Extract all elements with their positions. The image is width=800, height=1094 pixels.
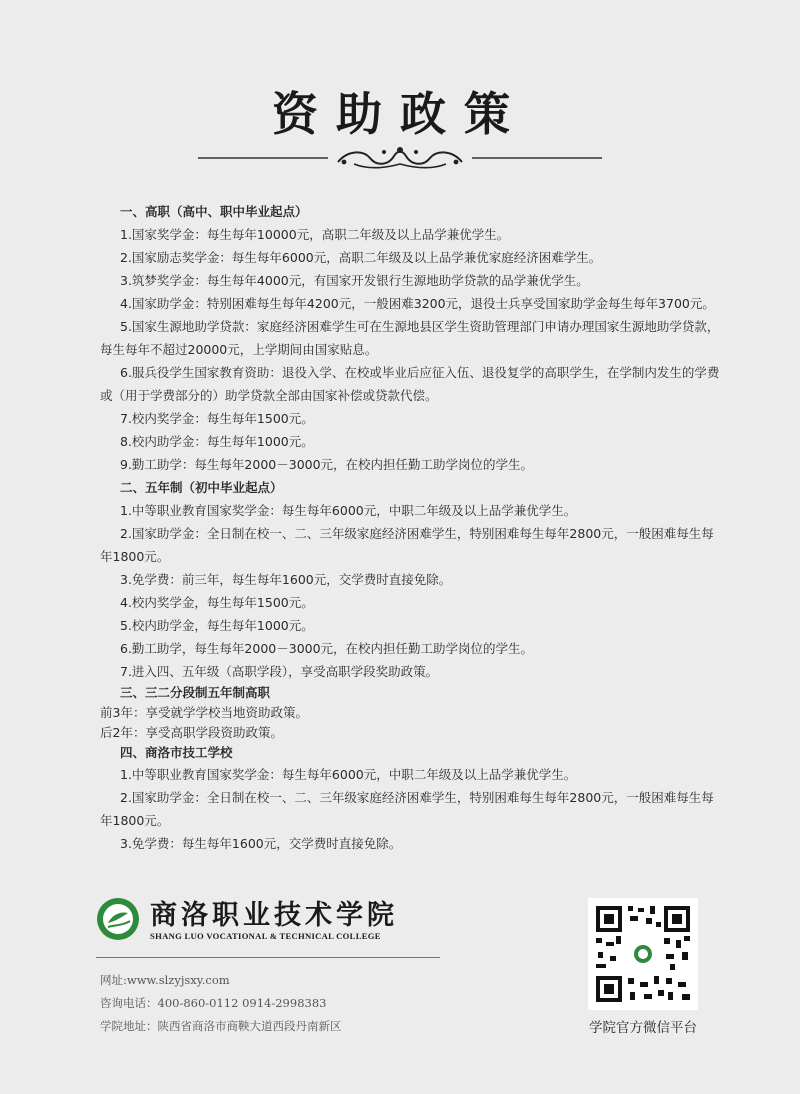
page-title: 资助政策 — [272, 87, 528, 141]
college-logo-icon — [96, 897, 140, 941]
scroll-ornament-icon — [198, 140, 602, 176]
list-item: 9.勤工助学：每生每年2000－3000元，在校内担任勤工助学岗位的学生。 — [120, 457, 534, 472]
list-item: 6.勤工助学，每生每年2000－3000元，在校内担任勤工助学岗位的学生。 — [120, 641, 534, 656]
list-item: 5.校内助学金，每生每年1000元。 — [120, 618, 314, 633]
section-heading: 四、商洛市技工学校 — [120, 745, 233, 760]
list-item: 4.国家助学金：特别困难每生每年4200元，一般困难3200元，退役士兵享受国家助学金每生每年3700元。 — [120, 296, 715, 311]
list-item: 8.校内助学金：每生每年1000元。 — [120, 434, 314, 449]
website-text: 网址:www.slzyjsxy.com — [100, 973, 230, 987]
list-item: 4.校内奖学金，每生每年1500元。 — [120, 595, 314, 610]
qr-caption: 学院官方微信平台 — [589, 1020, 697, 1036]
section-heading: 二、五年制（初中毕业起点） — [120, 480, 283, 495]
list-item: 1.中等职业教育国家奖学金：每生每年6000元，中职二年级及以上品学兼优学生。 — [120, 767, 577, 782]
policy-content — [100, 200, 720, 855]
section-heading: 三、三二分段制五年制高职 — [120, 685, 271, 700]
list-item: 3.筑梦奖学金：每生每年4000元，有国家开发银行生源地助学贷款的品学兼优学生。 — [120, 273, 589, 288]
list-item: 7.进入四、五年级（高职学段），享受高职学段奖助政策。 — [120, 664, 439, 679]
list-item: 1.中等职业教育国家奖学金：每生每年6000元，中职二年级及以上品学兼优学生。 — [120, 503, 577, 518]
list-item: 2.国家助学金：全日制在校一、二、三年级家庭经济困难学生，特别困难每生每年2800元，一般困难每生每年1800元。 — [100, 790, 714, 828]
list-item: 6.服兵役学生国家教育资助：退役入学、在校或毕业后应征入伍、退役复学的高职学生，在学制内发生的学费或（用于学费部分的）助学贷款全部由国家补偿或贷款代偿。 — [100, 365, 720, 403]
school-name-cn: 商洛职业技术学院 — [150, 900, 398, 931]
footer-divider — [96, 957, 440, 958]
list-item: 3.免学费：每生每年1600元，交学费时直接免除。 — [120, 836, 402, 851]
school-name-en: SHANG LUO VOCATIONAL & TECHNICAL COLLEGE — [150, 931, 381, 941]
list-item: 2.国家励志奖学金：每生每年6000元，高职二年级及以上品学兼优家庭经济困难学生。 — [120, 250, 602, 265]
list-item: 3.免学费：前三年，每生每年1600元，交学费时直接免除。 — [120, 572, 452, 587]
list-item: 前3年：享受就学学校当地资助政策。 — [100, 705, 308, 720]
list-item: 后2年：享受高职学段资助政策。 — [100, 725, 283, 740]
list-item: 7.校内奖学金：每生每年1500元。 — [120, 411, 314, 426]
phone-text: 咨询电话：400-860-0112 0914-2998383 — [100, 996, 327, 1010]
address-text: 学院地址：陕西省商洛市商鞅大道西段丹南新区 — [100, 1019, 342, 1033]
list-item: 5.国家生源地助学贷款：家庭经济困难学生可在生源地县区学生资助管理部门申请办理国家生源地助学贷款，每生每年不超过20000元，上学期间由国家贴息。 — [100, 319, 720, 357]
list-item: 2.国家助学金：全日制在校一、二、三年级家庭经济困难学生，特别困难每生每年2800元，一般困难每生每年1800元。 — [100, 526, 714, 564]
qr-code-icon — [588, 898, 698, 1010]
section-heading: 一、高职（高中、职中毕业起点） — [120, 204, 308, 219]
list-item: 1.国家奖学金：每生每年10000元，高职二年级及以上品学兼优学生。 — [120, 227, 510, 242]
